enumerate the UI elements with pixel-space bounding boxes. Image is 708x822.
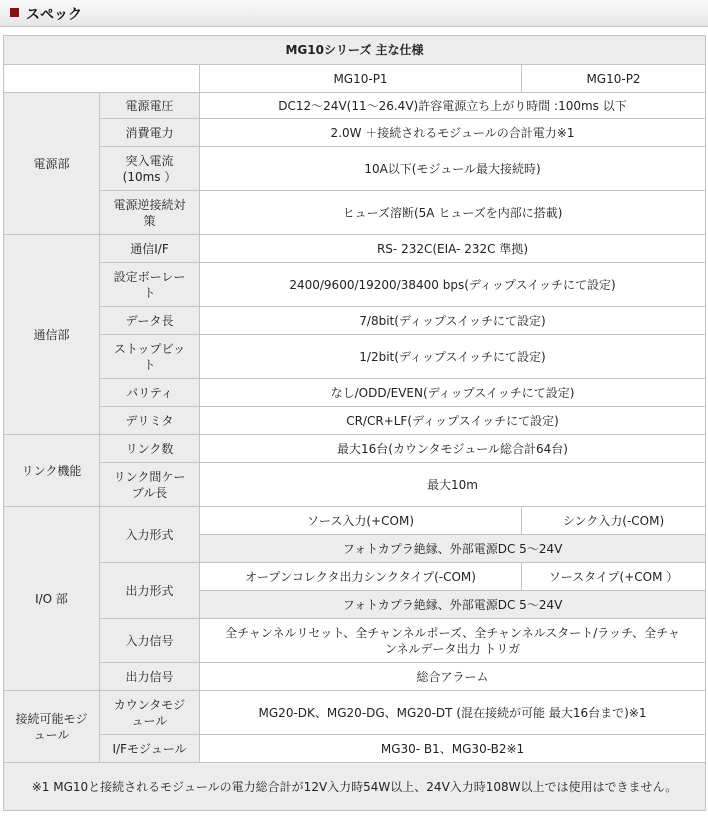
- row-value-link-count: 最大16台(カウンタモジュール総合計64台): [200, 435, 706, 463]
- row-label-input-type: 入力形式: [100, 507, 200, 563]
- row-value-if-module: MG30- B1、MG30-B2※1: [200, 735, 706, 763]
- row-value-input-common: フォトカプラ絶縁、外部電源DC 5～24V: [200, 535, 706, 563]
- row-value-parity: なし/ODD/EVEN(ディップスイッチにて設定): [200, 379, 706, 407]
- row-value-reverse: ヒューズ溶断(5A ヒューズを内部に搭載): [200, 191, 706, 235]
- table-row: [4, 307, 706, 335]
- spec-table: [3, 35, 706, 811]
- row-value-comm-if: RS- 232C(EIA- 232C 準拠): [200, 235, 706, 263]
- table-row: [4, 379, 706, 407]
- table-row: [4, 235, 706, 263]
- row-label-stop-line1: ストップビッ: [113, 341, 186, 356]
- row-value-output-p1: オープンコレクタ出力シンクタイプ(-COM): [200, 563, 522, 591]
- row-value-delim: CR/CR+LF(ディップスイッチにて設定): [200, 407, 706, 435]
- section-heading: スペック: [26, 7, 82, 23]
- row-label-inrush-line2: (10ms ）: [122, 169, 177, 184]
- table-row: [4, 691, 706, 735]
- row-value-voltage: DC12～24V(11～26.4V)許容電源立ち上がり時間 :100ms 以下: [200, 93, 706, 119]
- row-label-output-type: 出力形式: [100, 563, 200, 619]
- row-label-input-signal: 入力信号: [100, 619, 200, 663]
- group-comm: 通信部: [4, 235, 100, 435]
- row-value-output-common: フォトカプラ絶縁、外部電源DC 5～24V: [200, 591, 706, 619]
- table-row: [4, 507, 706, 535]
- table-row: [4, 619, 706, 663]
- group-modules-line2: ュール: [33, 727, 70, 742]
- row-label-inrush-line1: 突入電流: [125, 153, 174, 168]
- blank-header-cell: [4, 65, 200, 93]
- model-p1-header: MG10-P1: [200, 65, 522, 93]
- row-label-cable-line2: ブル長: [131, 485, 168, 500]
- row-label-delim: デリミタ: [100, 407, 200, 435]
- row-label-if-module: I/Fモジュール: [100, 735, 200, 763]
- row-value-data: 7/8bit(ディップスイッチにて設定): [200, 307, 706, 335]
- row-value-inrush: 10A以下(モジュール最大接続時): [200, 147, 706, 191]
- row-label-stop: [100, 335, 200, 379]
- group-modules: [4, 691, 100, 763]
- table-title-row: [4, 36, 706, 65]
- row-value-stop: 1/2bit(ディップスイッチにて設定): [200, 335, 706, 379]
- row-label-link-count: リンク数: [100, 435, 200, 463]
- row-label-stop-line2: ト: [143, 357, 156, 372]
- row-label-baud: [100, 263, 200, 307]
- model-p2-header: MG10-P2: [522, 65, 706, 93]
- row-label-reverse-line2: 策: [143, 213, 156, 228]
- row-value-counter: MG20-DK、MG20-DG、MG20-DT (混在接続が可能 最大16台まで)※1: [200, 691, 706, 735]
- footnote-row: [4, 763, 706, 811]
- row-label-counter: [100, 691, 200, 735]
- table-row: [4, 263, 706, 307]
- row-value-input-signal-line1: 全チャンネルリセット、全チャンネルポーズ、全チャンネルスタート/ラッチ、全チャ: [225, 625, 680, 640]
- footnote: ※1 MG10と接続されるモジュールの電力総合計が12V入力時54W以上、24V入力時108W以上では使用はできません。: [4, 763, 706, 811]
- row-label-voltage: 電源電圧: [100, 93, 200, 119]
- row-label-inrush: [100, 147, 200, 191]
- row-value-input-signal-line2: ンネルデータ出力 トリガ: [384, 641, 521, 656]
- row-value-output-p2: ソースタイプ(+COM ）: [522, 563, 706, 591]
- row-value-cable: 最大10m: [200, 463, 706, 507]
- row-value-input-signal: [200, 619, 706, 663]
- table-row: [4, 191, 706, 235]
- row-label-cable: [100, 463, 200, 507]
- table-row: [4, 335, 706, 379]
- table-row: [4, 147, 706, 191]
- row-label-reverse: [100, 191, 200, 235]
- row-value-consumption: 2.0W ＋接続されるモジュールの合計電力※1: [200, 119, 706, 147]
- row-label-comm-if: 通信I/F: [100, 235, 200, 263]
- row-label-consumption: 消費電力: [100, 119, 200, 147]
- row-label-parity: パリティ: [100, 379, 200, 407]
- group-io: I/O 部: [4, 507, 100, 691]
- table-row: [4, 119, 706, 147]
- row-label-cable-line1: リンク間ケー: [113, 469, 186, 484]
- row-value-input-p1: ソース入力(+COM): [200, 507, 522, 535]
- table-row: [4, 563, 706, 591]
- table-row: [4, 663, 706, 691]
- row-label-counter-line1: カウンタモジ: [113, 697, 186, 712]
- row-label-data: データ長: [100, 307, 200, 335]
- table-row: [4, 407, 706, 435]
- table-title: MG10シリーズ 主な仕様: [4, 36, 706, 65]
- row-label-output-signal: 出力信号: [100, 663, 200, 691]
- table-row: [4, 463, 706, 507]
- table-row: [4, 93, 706, 119]
- group-power: 電源部: [4, 93, 100, 235]
- section-heading-bar: [0, 0, 708, 27]
- row-value-baud: 2400/9600/19200/38400 bps(ディップスイッチにて設定): [200, 263, 706, 307]
- heading-marker-icon: [10, 8, 19, 17]
- row-label-counter-line2: ュール: [131, 713, 168, 728]
- table-row: [4, 435, 706, 463]
- row-value-output-signal: 総合アラーム: [200, 663, 706, 691]
- row-value-input-p2: シンク入力(-COM): [522, 507, 706, 535]
- table-row: [4, 735, 706, 763]
- row-label-baud-line1: 設定ボーレー: [113, 269, 186, 284]
- row-label-reverse-line1: 電源逆接続対: [113, 197, 186, 212]
- group-modules-line1: 接続可能モジ: [15, 711, 88, 726]
- row-label-baud-line2: ト: [143, 285, 156, 300]
- group-link: リンク機能: [4, 435, 100, 507]
- model-header-row: [4, 65, 706, 93]
